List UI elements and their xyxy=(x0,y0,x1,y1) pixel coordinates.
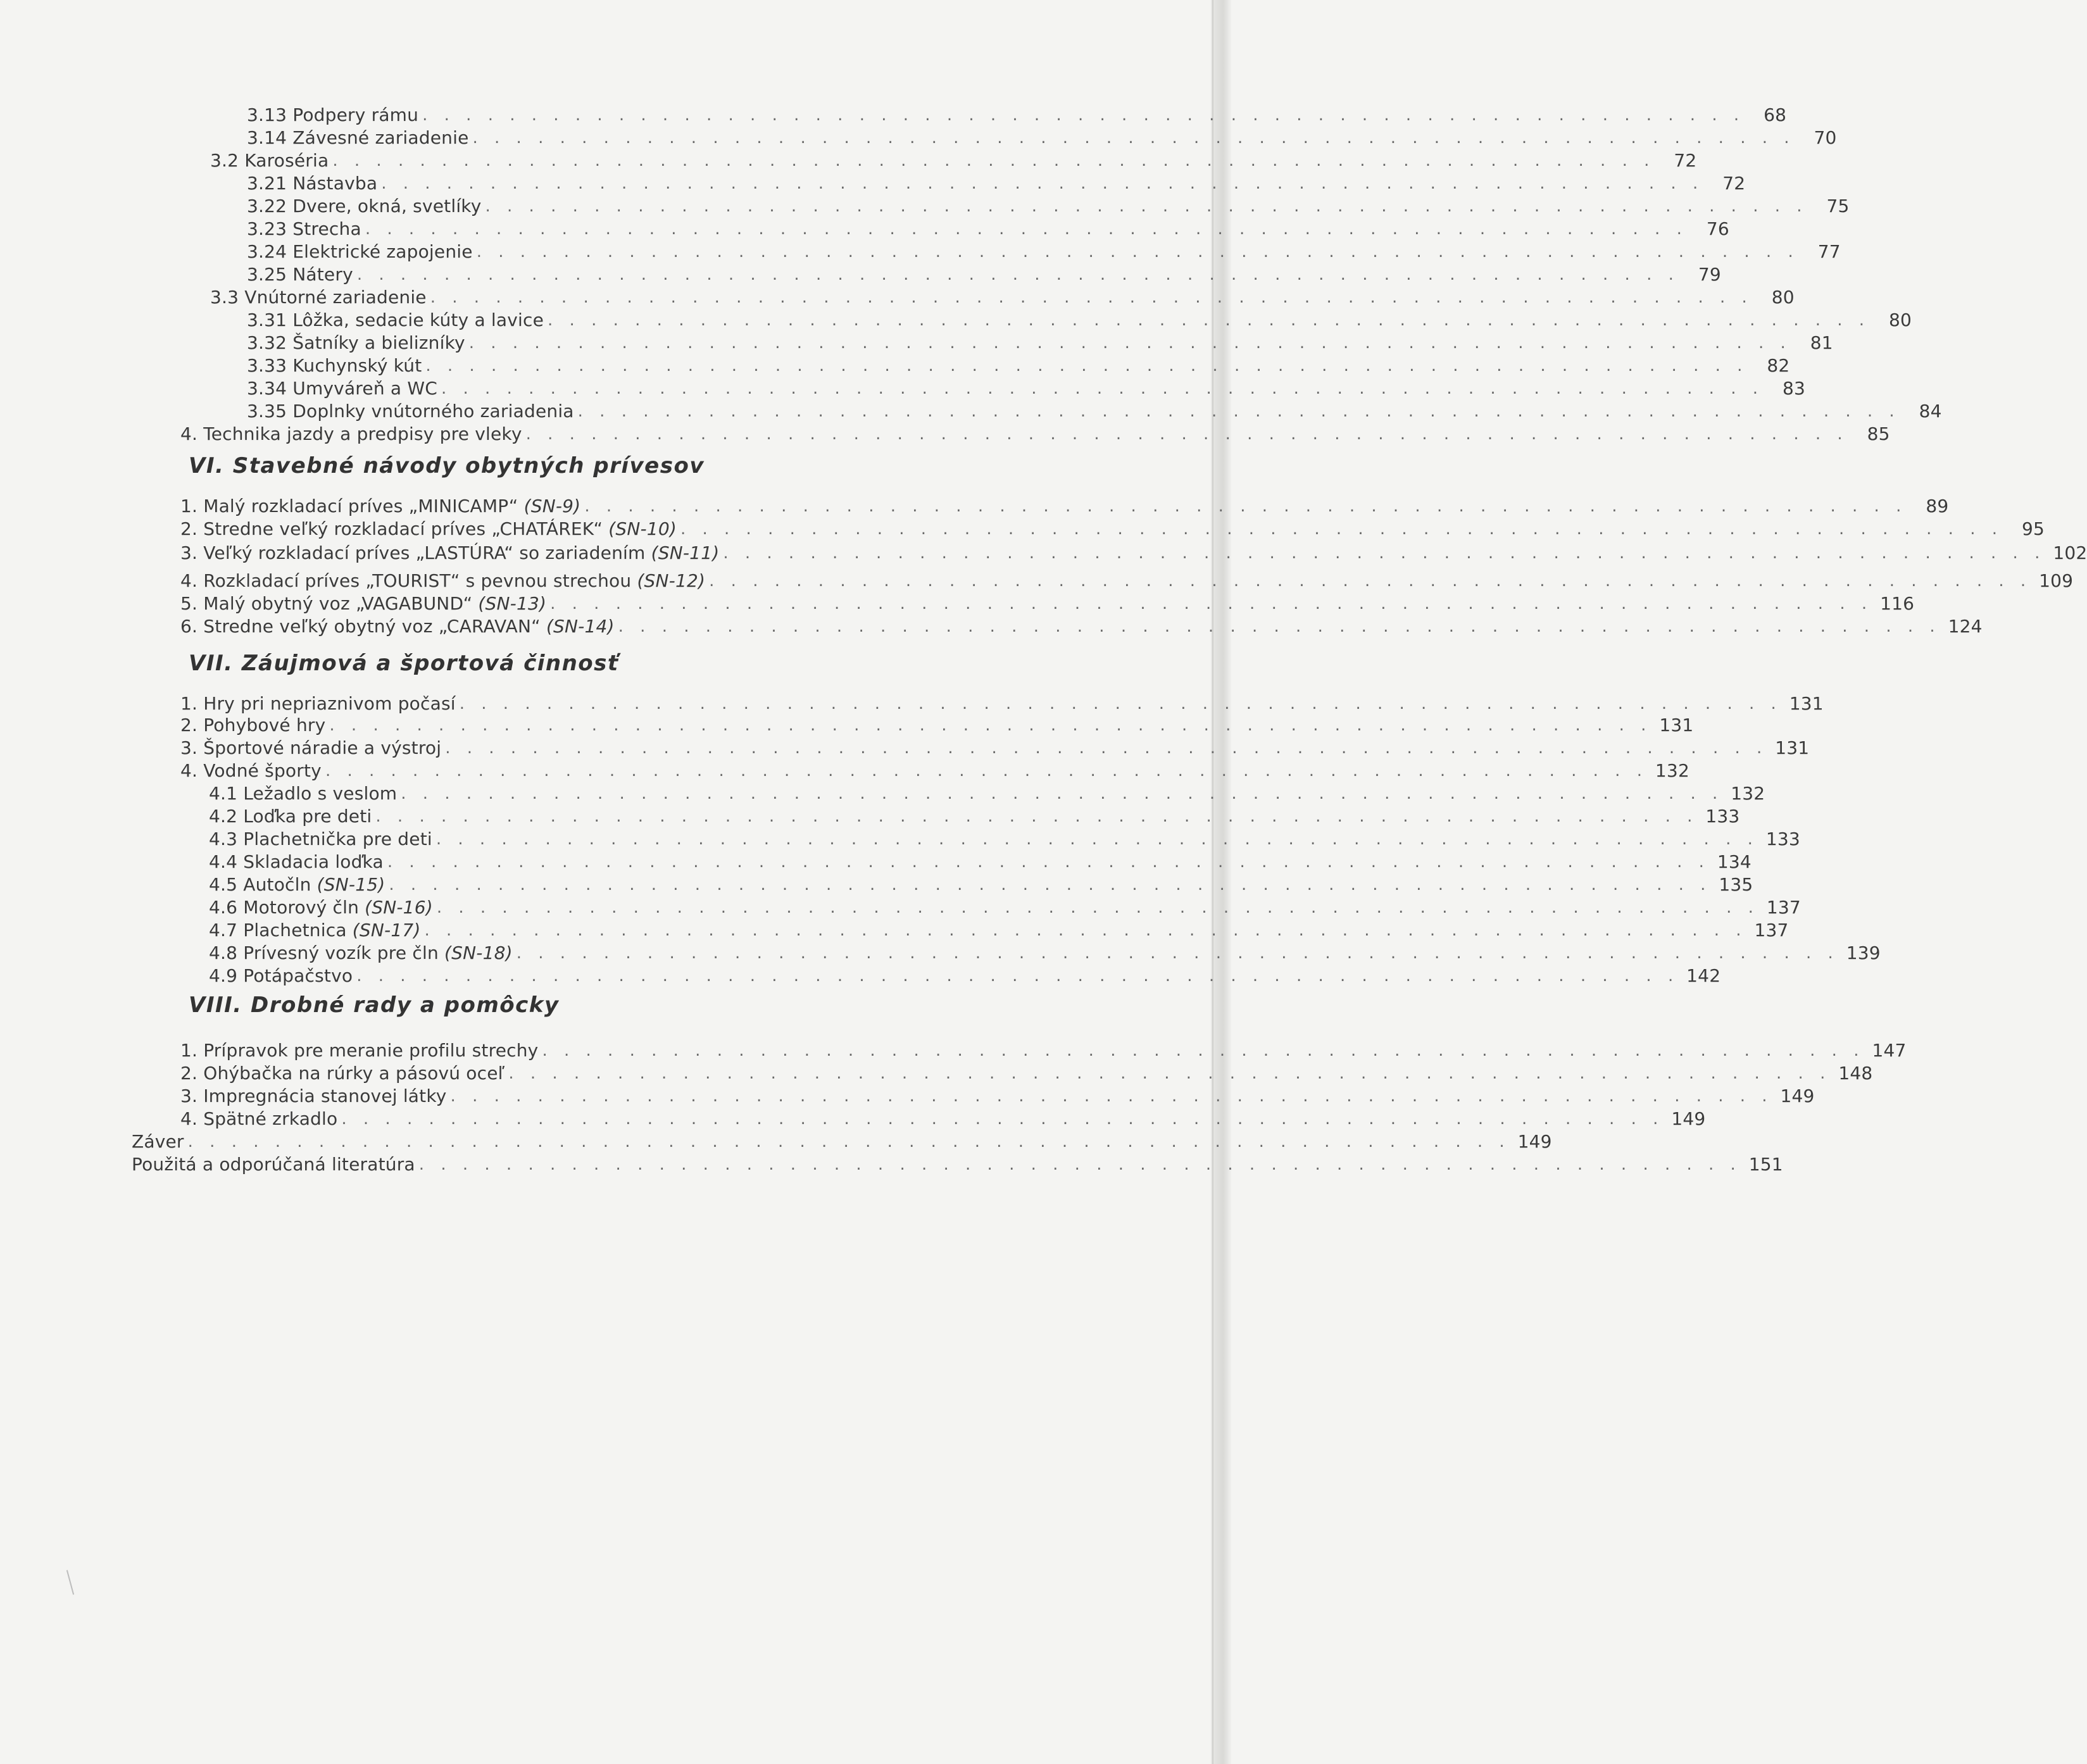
toc-entry-page: 77 xyxy=(1817,241,1841,262)
toc-entry-label: 3.35 Doplnky vnútorného zariadenia xyxy=(247,401,574,422)
dot-leader: . . . . . . . . . . . . . . . . . . . . . . . . . . . . . . . . . . . . . . . . . . . . . . . . . . . . . . . . . . . . . xyxy=(430,288,1753,307)
dot-leader: . . . . . . . . . . . . . . . . . . . . . . . . . . . . . . . . . . . . . . . . . . . . . . . . . . . . . . . . . . . . . xyxy=(329,716,1652,735)
toc-entry[interactable] xyxy=(180,423,1890,446)
dot-leader: . . . . . . . . . . . . . . . . . . . . . . . . . . . . . . . . . . . . . . . . . . . . . . . . . . . . . . . . . . . . . xyxy=(436,830,1758,849)
toc-entry-page: 102 xyxy=(2053,542,2087,563)
dot-leader: . . . . . . . . . . . . . . . . . . . . . . . . . . . . . . . . . . . . . . . . . . . . . . . . . . . . . . . . . . . . . xyxy=(550,594,1873,613)
toc-entry-label: 4.7 Plachetnica (SN-17) xyxy=(209,920,421,941)
toc-entry-label: Záver xyxy=(132,1131,184,1152)
dot-leader: . . . . . . . . . . . . . . . . . . . . . . . . . . . . . . . . . . . . . . . . . . . . . . . . . . . . . . . . . . . . . xyxy=(584,497,1907,516)
toc-entry-page: 131 xyxy=(1775,737,1810,758)
toc-entry[interactable] xyxy=(210,286,1795,309)
toc-entry-page: 83 xyxy=(1782,378,1806,399)
toc-entry[interactable] xyxy=(209,828,1800,851)
code-label: (SN-17) xyxy=(352,920,421,941)
dot-leader: . . . . . . . . . . . . . . . . . . . . . . . . . . . . . . . . . . . . . . . . . . . . . . . . . . . . . . . . . . . . . xyxy=(445,739,1768,758)
dot-leader: . . . . . . . . . . . . . . . . . . . . . . . . . . . . . . . . . . . . . . . . . . . . . . . . . . . . . . . . . . . . . xyxy=(548,311,1871,330)
toc-entry-page: 76 xyxy=(1706,218,1729,239)
section-heading: VIII. Drobné rady a pomôcky xyxy=(189,992,560,1018)
toc-entry-label: 3.31 Lôžka, sedacie kúty a lavice xyxy=(247,310,544,330)
toc-entry[interactable] xyxy=(247,400,1942,423)
toc-entry[interactable] xyxy=(247,377,1806,400)
toc-entry-label: 3.25 Nátery xyxy=(247,264,353,285)
toc-entry-label: 4.1 Ležadlo s veslom xyxy=(209,783,398,804)
dot-leader: . . . . . . . . . . . . . . . . . . . . . . . . . . . . . . . . . . . . . . . . . . . . . . . . . . . . . . . . . . . . . xyxy=(459,694,1782,713)
toc-entry-label: 2. Stredne veľký rozkladací príves „CHATÁREK“ (SN-10) xyxy=(180,518,677,539)
toc-entry[interactable] xyxy=(209,965,1721,987)
toc-entry-label: 3.22 Dvere, okná, svetlíky xyxy=(247,196,482,216)
toc-entry-label: 4.4 Skladacia loďka xyxy=(209,851,384,872)
toc-entry-page: 80 xyxy=(1771,287,1795,308)
toc-entry-label: 4.9 Potápačstvo xyxy=(209,965,353,986)
toc-entry[interactable] xyxy=(180,1108,1706,1130)
toc-entry-label: 4. Technika jazdy a predpisy pre vleky xyxy=(180,423,522,444)
toc-entry[interactable] xyxy=(180,1062,1873,1085)
toc-entry-page: 149 xyxy=(1780,1085,1815,1106)
dot-leader: . . . . . . . . . . . . . . . . . . . . . . . . . . . . . . . . . . . . . . . . . . . . . . . . . . . . . . . . . . . . . xyxy=(401,784,1724,803)
toc-entry-label: 1. Hry pri nepriaznivom počasí xyxy=(180,693,456,714)
dot-leader: . . . . . . . . . . . . . . . . . . . . . . . . . . . . . . . . . . . . . . . . . . . . . . . . . . . . . . . . . . . . . xyxy=(468,334,1791,353)
toc-entry[interactable] xyxy=(180,518,2045,541)
toc-entry[interactable] xyxy=(209,942,1881,965)
code-label: (SN-14) xyxy=(546,616,615,637)
dot-leader: . . . . . . . . . . . . . . . . . . . . . . . . . . . . . . . . . . . . . . . . . . . . . . . . . . . . . . . . . . . . . xyxy=(387,853,1710,872)
toc-entry[interactable] xyxy=(247,241,1841,263)
section-heading: VII. Záujmová a športová činnosť xyxy=(189,651,619,676)
toc-entry[interactable] xyxy=(132,1130,1552,1153)
dot-leader: . . . . . . . . . . . . . . . . . . . . . . . . . . . . . . . . . . . . . . . . . . . . . . . . . . . . . . . . . . . . . xyxy=(356,966,1679,985)
dot-leader: . . . . . . . . . . . . . . . . . . . . . . . . . . . . . . . . . . . . . . . . . . . . . . . . . . . . . . . . . . . . . xyxy=(425,356,1748,375)
dot-leader: . . . . . . . . . . . . . . . . . . . . . . . . . . . . . . . . . . . . . . . . . . . . . . . . . . . . . . . . . . . . . xyxy=(472,128,1795,147)
toc-entry-label: 4.5 Autočln (SN-15) xyxy=(209,874,385,895)
toc-entry-page: 133 xyxy=(1765,829,1800,849)
toc-entry-label: 2. Pohybové hry xyxy=(180,715,326,735)
toc-entry-label: 3.24 Elektrické zapojenie xyxy=(247,241,473,262)
dot-leader: . . . . . . . . . . . . . . . . . . . . . . . . . . . . . . . . . . . . . . . . . . . . . . . . . . . . . . . . . . . . . xyxy=(418,1155,1741,1174)
toc-entry-label: 4. Vodné športy xyxy=(180,760,322,781)
toc-entry[interactable] xyxy=(180,592,1915,615)
toc-entry[interactable] xyxy=(180,760,1689,782)
dot-leader: . . . . . . . . . . . . . . . . . . . . . . . . . . . . . . . . . . . . . . . . . . . . . . . . . . . . . . . . . . . . . xyxy=(356,265,1679,284)
section-heading: VI. Stavebné návody obytných prívesov xyxy=(189,453,705,479)
toc-entry[interactable] xyxy=(210,149,1697,172)
toc-entry-label: 3.13 Podpery rámu xyxy=(247,104,419,125)
code-label: (SN-15) xyxy=(316,874,385,895)
dot-leader: . . . . . . . . . . . . . . . . . . . . . . . . . . . . . . . . . . . . . . . . . . . . . . . . . . . . . . . . . . . . . xyxy=(365,220,1688,239)
toc-entry-page: 109 xyxy=(2039,570,2074,591)
toc-entry-page: 135 xyxy=(1719,874,1753,895)
toc-entry-page: 149 xyxy=(1671,1108,1706,1129)
toc-entry-label: 4.6 Motorový čln (SN-16) xyxy=(209,897,433,918)
toc-entry-page: 133 xyxy=(1705,806,1740,827)
toc-entry-page: 82 xyxy=(1767,355,1790,376)
toc-entry-label: 4.3 Plachetnička pre deti xyxy=(209,829,432,849)
code-label: (SN-9) xyxy=(523,496,581,516)
toc-entry-page: 148 xyxy=(1838,1063,1873,1084)
toc-entry-page: 79 xyxy=(1698,264,1721,285)
toc-entry-label: 4.2 Loďka pre deti xyxy=(209,806,372,827)
toc-entry-label: 3. Impregnácia stanovej látky xyxy=(180,1085,447,1106)
toc-entry-label: 3.2 Karoséria xyxy=(210,150,329,171)
toc-entry-page: 124 xyxy=(1948,616,1983,637)
dot-leader: . . . . . . . . . . . . . . . . . . . . . . . . . . . . . . . . . . . . . . . . . . . . . . . . . . . . . . . . . . . . . xyxy=(187,1132,1510,1151)
toc-entry-page: 84 xyxy=(1919,401,1942,422)
toc-entry-label: 6. Stredne veľký obytný voz „CARAVAN“ (SN-14) xyxy=(180,616,615,637)
toc-entry-label: 3. Veľký rozkladací príves „LASTÚRA“ so zariadením (SN-11) xyxy=(180,542,720,563)
toc-entry-page: 85 xyxy=(1867,423,1890,444)
toc-entry[interactable] xyxy=(180,495,1949,518)
toc-entry-label: 3.23 Strecha xyxy=(247,218,361,239)
toc-entry-label: 4. Rozkladací príves „TOURIST“ s pevnou strechou (SN-12) xyxy=(180,570,706,591)
toc-entry[interactable] xyxy=(180,1085,1815,1108)
toc-entry-page: 72 xyxy=(1722,173,1746,194)
toc-entry[interactable] xyxy=(247,172,1746,195)
toc-entry[interactable] xyxy=(247,263,1721,286)
toc-entry[interactable] xyxy=(180,737,1810,760)
toc-entry[interactable] xyxy=(180,542,2087,565)
toc-entry-page: 95 xyxy=(2021,518,2045,539)
toc-entry-label: 3.32 Šatníky a bielizníky xyxy=(247,332,465,353)
code-label: (SN-18) xyxy=(444,942,513,963)
toc-entry-label: 3.34 Umyváreň a WC xyxy=(247,378,437,399)
code-label: (SN-16) xyxy=(365,897,433,918)
toc-entry-page: 75 xyxy=(1826,196,1850,216)
dot-leader: . . . . . . . . . . . . . . . . . . . . . . . . . . . . . . . . . . . . . . . . . . . . . . . . . . . . . . . . . . . . . xyxy=(381,174,1704,193)
toc-entry-label: 3.21 Nástavba xyxy=(247,173,378,194)
toc-entry-page: 142 xyxy=(1686,965,1721,986)
dot-leader: . . . . . . . . . . . . . . . . . . . . . . . . . . . . . . . . . . . . . . . . . . . . . . . . . . . . . . . . . . . . . xyxy=(341,1110,1664,1129)
toc-entry[interactable] xyxy=(247,218,1729,241)
toc-entry-page: 132 xyxy=(1655,760,1689,781)
toc-entry-label: 3. Športové náradie a výstroj xyxy=(180,737,442,758)
toc-entry-page: 149 xyxy=(1517,1131,1552,1152)
toc-entry-page: 80 xyxy=(1889,310,1912,330)
toc-entry[interactable] xyxy=(247,104,1787,127)
dot-leader: . . . . . . . . . . . . . . . . . . . . . . . . . . . . . . . . . . . . . . . . . . . . . . . . . . . . . . . . . . . . . xyxy=(516,944,1839,963)
toc-entry-page: 134 xyxy=(1717,851,1752,872)
toc-entry-label: 3.14 Závesné zariadenie xyxy=(247,127,469,148)
toc-entry[interactable] xyxy=(132,1153,1783,1176)
toc-entry[interactable] xyxy=(180,714,1694,737)
toc-entry[interactable] xyxy=(180,1039,1907,1062)
toc-entry[interactable] xyxy=(247,309,1912,332)
toc-entry[interactable] xyxy=(180,615,1983,638)
dot-leader: . . . . . . . . . . . . . . . . . . . . . . . . . . . . . . . . . . . . . . . . . . . . . . . . . . . . . . . . . . . . . xyxy=(709,572,2032,591)
toc-entry-label: 3.3 Vnútorné zariadenie xyxy=(210,287,427,308)
toc-entry-label: 2. Ohýbačka na rúrky a pásovú oceľ xyxy=(180,1063,505,1084)
toc-entry-label: 3.33 Kuchynský kút xyxy=(247,355,422,376)
dot-leader: . . . . . . . . . . . . . . . . . . . . . . . . . . . . . . . . . . . . . . . . . . . . . . . . . . . . . . . . . . . . . xyxy=(332,151,1655,170)
toc-entry-page: 116 xyxy=(1880,593,1915,614)
toc-entry-page: 81 xyxy=(1810,332,1833,353)
toc-entry[interactable] xyxy=(247,354,1790,377)
dot-leader: . . . . . . . . . . . . . . . . . . . . . . . . . . . . . . . . . . . . . . . . . . . . . . . . . . . . . . . . . . . . . xyxy=(525,425,1848,444)
toc-entry[interactable] xyxy=(180,570,2074,592)
toc-entry[interactable] xyxy=(209,919,1789,942)
toc-entry-label: Použitá a odporúčaná literatúra xyxy=(132,1154,415,1175)
dot-leader: . . . . . . . . . . . . . . . . . . . . . . . . . . . . . . . . . . . . . . . . . . . . . . . . . . . . . . . . . . . . . xyxy=(389,875,1712,894)
dot-leader: . . . . . . . . . . . . . . . . . . . . . . . . . . . . . . . . . . . . . . . . . . . . . . . . . . . . . . . . . . . . . xyxy=(441,379,1764,398)
dot-leader: . . . . . . . . . . . . . . . . . . . . . . . . . . . . . . . . . . . . . . . . . . . . . . . . . . . . . . . . . . . . . xyxy=(436,898,1759,917)
dot-leader: . . . . . . . . . . . . . . . . . . . . . . . . . . . . . . . . . . . . . . . . . . . . . . . . . . . . . . . . . . . . . xyxy=(618,617,1941,636)
toc-entry-page: 137 xyxy=(1766,897,1801,918)
toc-entry-page: 139 xyxy=(1846,942,1881,963)
dot-leader: . . . . . . . . . . . . . . . . . . . . . . . . . . . . . . . . . . . . . . . . . . . . . . . . . . . . . . . . . . . . . xyxy=(485,197,1808,216)
dot-leader: . . . . . . . . . . . . . . . . . . . . . . . . . . . . . . . . . . . . . . . . . . . . . . . . . . . . . . . . . . . . . xyxy=(508,1064,1831,1083)
toc-entry-page: 147 xyxy=(1872,1040,1907,1061)
toc-entry-page: 132 xyxy=(1731,783,1765,804)
toc-entry[interactable] xyxy=(209,851,1752,873)
toc-entry-label: 1. Malý rozkladací príves „MINICAMP“ (SN-9) xyxy=(180,496,581,516)
toc-entry-page: 131 xyxy=(1789,693,1824,714)
toc-entry-page: 89 xyxy=(1926,496,1949,516)
dot-leader: . . . . . . . . . . . . . . . . . . . . . . . . . . . . . . . . . . . . . . . . . . . . . . . . . . . . . . . . . . . . . xyxy=(542,1041,1865,1060)
toc-entry-label: 1. Prípravok pre meranie profilu strechy xyxy=(180,1040,539,1061)
code-label: (SN-10) xyxy=(608,518,677,539)
toc-entry-page: 68 xyxy=(1764,104,1787,125)
toc-entry[interactable] xyxy=(247,332,1833,354)
toc-entry[interactable] xyxy=(247,195,1850,218)
toc-entry-page: 151 xyxy=(1748,1154,1783,1175)
toc-entry-page: 70 xyxy=(1814,127,1837,148)
dot-leader: . . . . . . . . . . . . . . . . . . . . . . . . . . . . . . . . . . . . . . . . . . . . . . . . . . . . . . . . . . . . . xyxy=(680,520,2003,539)
toc-entry-label: 5. Malý obytný voz „VAGABUND“ (SN-13) xyxy=(180,593,547,614)
toc-entry[interactable] xyxy=(209,805,1740,828)
toc-entry[interactable] xyxy=(247,127,1837,149)
dot-leader: . . . . . . . . . . . . . . . . . . . . . . . . . . . . . . . . . . . . . . . . . . . . . . . . . . . . . . . . . . . . . xyxy=(476,242,1799,261)
code-label: (SN-11) xyxy=(651,542,720,563)
dot-leader: . . . . . . . . . . . . . . . . . . . . . . . . . . . . . . . . . . . . . . . . . . . . . . . . . . . . . . . . . . . . . xyxy=(723,544,2046,563)
toc-entry-page: 72 xyxy=(1674,150,1697,171)
dot-leader: . . . . . . . . . . . . . . . . . . . . . . . . . . . . . . . . . . . . . . . . . . . . . . . . . . . . . . . . . . . . . xyxy=(375,807,1698,826)
dot-leader: . . . . . . . . . . . . . . . . . . . . . . . . . . . . . . . . . . . . . . . . . . . . . . . . . . . . . . . . . . . . . xyxy=(450,1087,1773,1106)
code-label: (SN-13) xyxy=(478,593,547,614)
dot-leader: . . . . . . . . . . . . . . . . . . . . . . . . . . . . . . . . . . . . . . . . . . . . . . . . . . . . . . . . . . . . . xyxy=(422,106,1745,125)
code-label: (SN-12) xyxy=(637,570,706,591)
toc-entry[interactable] xyxy=(209,782,1765,805)
toc-entry-page: 131 xyxy=(1659,715,1694,735)
dot-leader: . . . . . . . . . . . . . . . . . . . . . . . . . . . . . . . . . . . . . . . . . . . . . . . . . . . . . . . . . . . . . xyxy=(424,921,1747,940)
toc-entry-label: 4.8 Prívesný vozík pre čln (SN-18) xyxy=(209,942,513,963)
dot-leader: . . . . . . . . . . . . . . . . . . . . . . . . . . . . . . . . . . . . . . . . . . . . . . . . . . . . . . . . . . . . . xyxy=(577,402,1900,421)
toc-entry[interactable] xyxy=(209,873,1753,896)
toc-entry[interactable] xyxy=(180,692,1824,715)
toc-entry[interactable] xyxy=(209,896,1801,919)
toc-entry-page: 137 xyxy=(1754,920,1789,941)
dot-leader: . . . . . . . . . . . . . . . . . . . . . . . . . . . . . . . . . . . . . . . . . . . . . . . . . . . . . . . . . . . . . xyxy=(325,761,1648,780)
toc-entry-label: 4. Spätné zrkadlo xyxy=(180,1108,338,1129)
